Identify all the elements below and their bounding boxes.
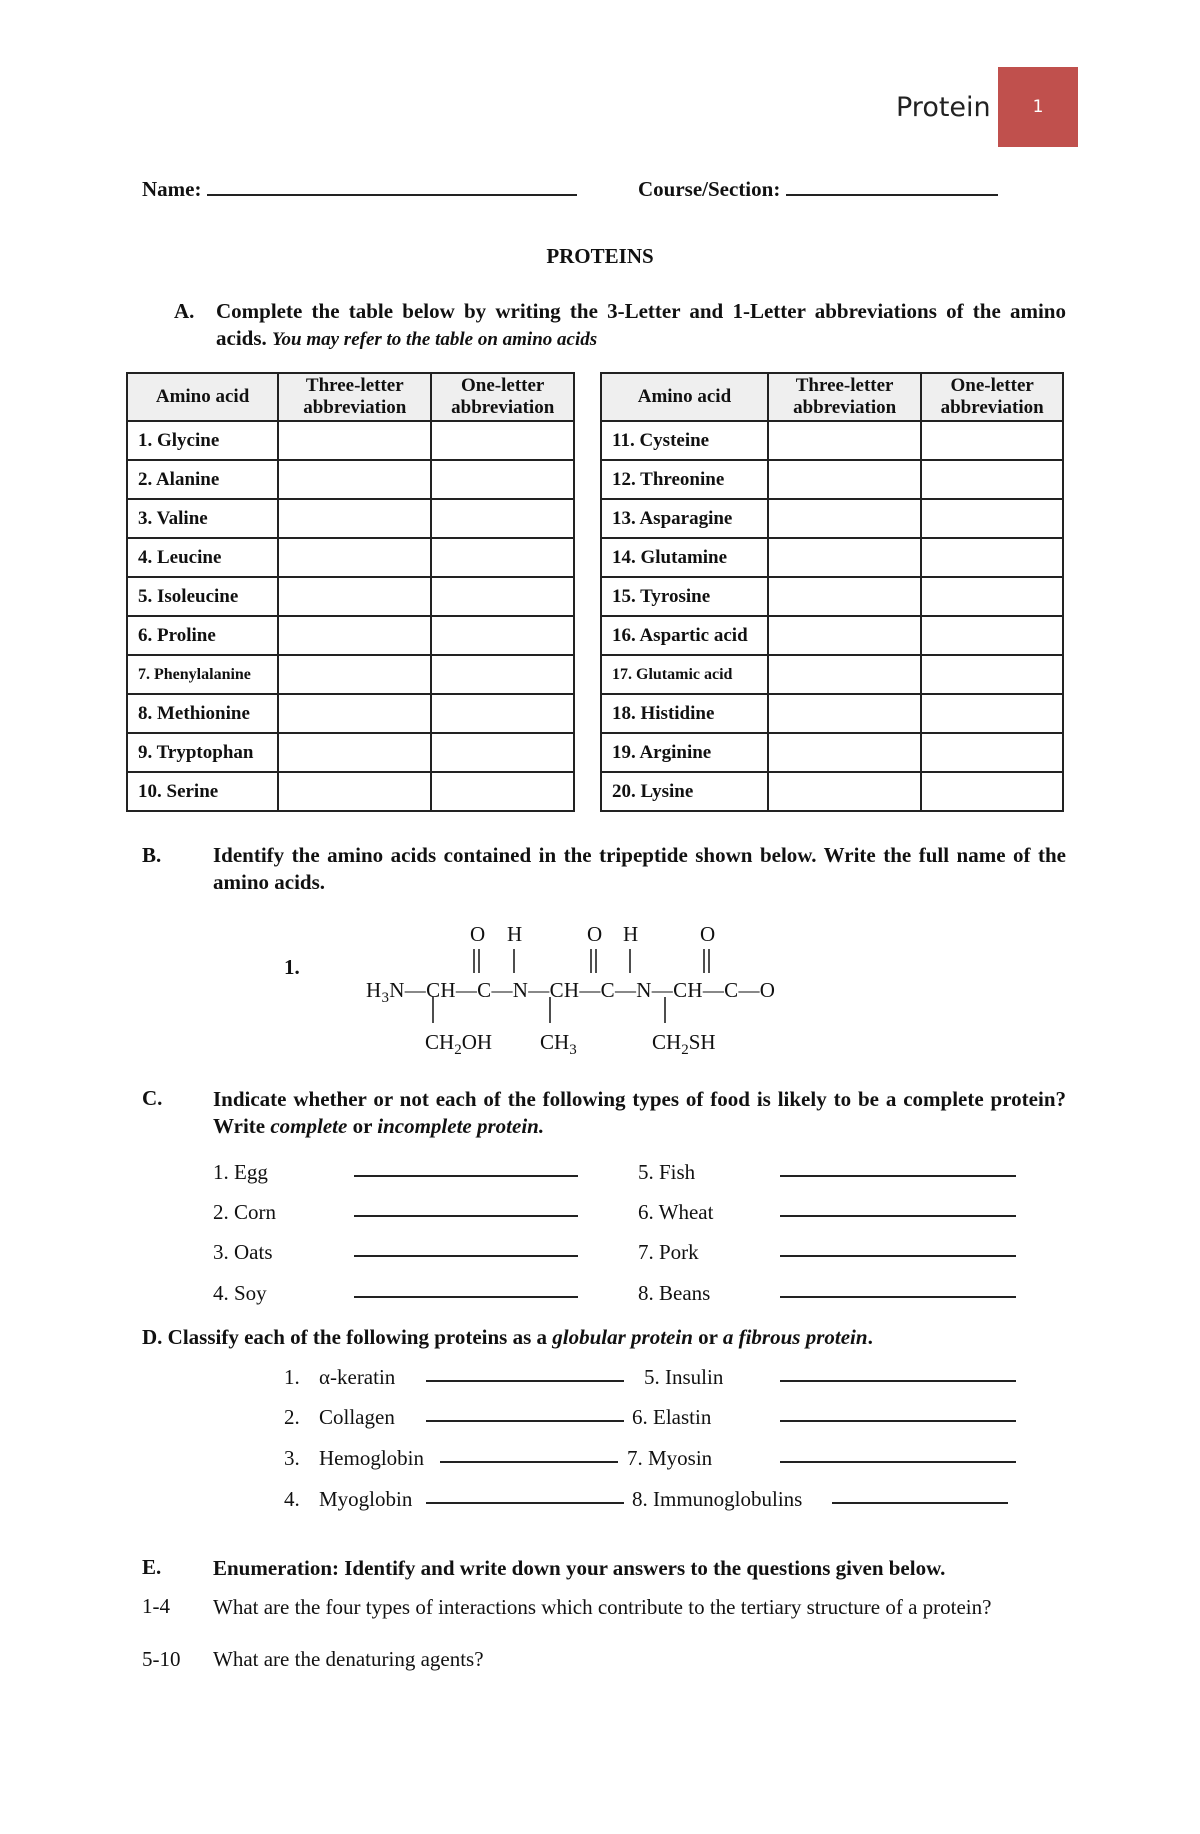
table-row: [127, 733, 574, 772]
table-row: [601, 655, 1063, 694]
table-row: [601, 499, 1063, 538]
section-d-instruction-bold: D. Classify each of the following proteins as a: [142, 1325, 548, 1349]
table-row: [601, 577, 1063, 616]
answer-blank[interactable]: [354, 1255, 578, 1257]
three-letter-cell[interactable]: [768, 577, 921, 616]
side-chain-1: $CH_2OH$: [425, 1030, 493, 1059]
complete-word: complete: [270, 1114, 348, 1138]
course-row: [638, 176, 998, 202]
answer-blank[interactable]: [780, 1461, 1016, 1463]
one-letter-cell[interactable]: [431, 460, 574, 499]
amino-acid-name: 1. Glycine: [127, 421, 278, 460]
one-letter-cell[interactable]: [431, 499, 574, 538]
or-word: or: [352, 1114, 373, 1138]
table-row: [127, 577, 574, 616]
section-e-instruction: Enumeration: Identify and write down your answers to the questions given below.: [213, 1556, 946, 1580]
side-chain-2: $CH_3$: [540, 1030, 577, 1059]
amino-table-right: [600, 372, 1064, 812]
or-word: or: [698, 1325, 718, 1349]
protein-item: Myoglobin: [319, 1487, 413, 1511]
amino-acid-name: 18. Histidine: [601, 694, 768, 733]
amino-acid-name: 8. Methionine: [127, 694, 278, 733]
protein-item: 6. Elastin: [632, 1405, 712, 1429]
question-number: 5-10: [142, 1647, 181, 1671]
header-amino-acid: Amino acid: [127, 373, 278, 421]
name-field[interactable]: [207, 176, 577, 196]
amino-table-left: [126, 372, 575, 812]
tripeptide-backbone: $H_3N—CH—C—N—CH—C—N—CH—C—O$: [366, 978, 776, 1007]
food-item: 3. Oats: [213, 1240, 273, 1264]
atom-o-2: O: [587, 922, 603, 946]
table-row: [601, 616, 1063, 655]
amino-acid-name: 12. Threonine: [601, 460, 768, 499]
three-letter-cell[interactable]: [768, 655, 921, 694]
amino-acid-name: 11. Cysteine: [601, 421, 768, 460]
three-letter-cell[interactable]: [768, 460, 921, 499]
answer-blank[interactable]: [832, 1502, 1008, 1504]
three-letter-cell[interactable]: [278, 538, 431, 577]
one-letter-cell[interactable]: [431, 616, 574, 655]
question-number: 1-4: [142, 1594, 170, 1618]
one-letter-cell[interactable]: [921, 460, 1063, 499]
one-letter-cell[interactable]: [431, 421, 574, 460]
table-row: [127, 538, 574, 577]
table-header-row: [601, 373, 1063, 421]
food-item: 6. Wheat: [638, 1200, 714, 1224]
atom-o-3: O: [700, 922, 716, 946]
header-amino-acid: Amino acid: [601, 373, 768, 421]
atom-o-1: O: [470, 922, 486, 946]
table-row: [127, 421, 574, 460]
one-letter-cell[interactable]: [921, 772, 1063, 811]
three-letter-cell[interactable]: [278, 460, 431, 499]
answer-blank[interactable]: [780, 1175, 1016, 1177]
one-letter-cell[interactable]: [921, 538, 1063, 577]
amino-acid-name: 6. Proline: [127, 616, 278, 655]
table-row: [127, 616, 574, 655]
answer-blank[interactable]: [780, 1420, 1016, 1422]
header-one-letter: One-letter abbreviation: [431, 373, 574, 421]
three-letter-cell[interactable]: [768, 421, 921, 460]
table-row: [127, 655, 574, 694]
food-item: 5. Fish: [638, 1160, 696, 1184]
protein-item: Collagen: [319, 1405, 395, 1429]
protein-item: 5. Insulin: [644, 1365, 724, 1389]
globular-word: globular protein: [552, 1325, 693, 1349]
answer-blank[interactable]: [780, 1215, 1016, 1217]
one-letter-cell[interactable]: [921, 616, 1063, 655]
one-letter-cell[interactable]: [921, 421, 1063, 460]
one-letter-cell[interactable]: [921, 577, 1063, 616]
three-letter-cell[interactable]: [768, 616, 921, 655]
one-letter-cell[interactable]: [921, 733, 1063, 772]
table-row: [127, 499, 574, 538]
food-item: 4. Soy: [213, 1281, 267, 1305]
amino-acid-name: 17. Glutamic acid: [601, 655, 768, 694]
table-row: [127, 460, 574, 499]
section-c-letter: C.: [142, 1086, 163, 1110]
answer-blank[interactable]: [426, 1420, 624, 1422]
protein-item: 8. Immunoglobulins: [632, 1487, 803, 1511]
atom-h-1: H: [507, 922, 523, 946]
three-letter-cell[interactable]: [278, 616, 431, 655]
amino-acid-name: 15. Tyrosine: [601, 577, 768, 616]
section-e-letter: E.: [142, 1555, 162, 1579]
three-letter-cell[interactable]: [278, 772, 431, 811]
amino-acid-name: 14. Glutamine: [601, 538, 768, 577]
three-letter-cell[interactable]: [768, 733, 921, 772]
header-one-letter: One-letter abbreviation: [921, 373, 1063, 421]
table-row: [601, 733, 1063, 772]
section-a-letter: A.: [174, 299, 195, 323]
amino-acid-name: 20. Lysine: [601, 772, 768, 811]
doc-title: PROTEINS: [546, 244, 654, 268]
three-letter-cell[interactable]: [278, 577, 431, 616]
section-a-instruction: [216, 298, 1066, 353]
one-letter-cell[interactable]: [921, 499, 1063, 538]
section-b-letter: B.: [142, 843, 162, 867]
one-letter-cell[interactable]: [431, 538, 574, 577]
three-letter-cell[interactable]: [768, 694, 921, 733]
three-letter-cell[interactable]: [278, 655, 431, 694]
food-item: 7. Pork: [638, 1240, 699, 1264]
amino-acid-name: 4. Leucine: [127, 538, 278, 577]
protein-item-number: 3.: [284, 1446, 300, 1470]
answer-blank[interactable]: [354, 1215, 578, 1217]
three-letter-cell[interactable]: [278, 733, 431, 772]
fibrous-word: a fibrous protein: [722, 1325, 868, 1349]
name-row: [142, 176, 577, 202]
protein-item-number: 1.: [284, 1365, 300, 1389]
amino-acid-name: 3. Valine: [127, 499, 278, 538]
table-row: [601, 694, 1063, 733]
header-title: Protein: [896, 92, 991, 123]
tripeptide-item-number: 1.: [284, 955, 300, 979]
table-row: [601, 421, 1063, 460]
answer-blank[interactable]: [354, 1175, 578, 1177]
question-text: What are the four types of interactions which contribute to the tertiary structure of a protein?: [213, 1595, 992, 1619]
course-label: Course/Section:: [638, 177, 781, 201]
section-d-instruction: D. Classify each of the following proteins as a globular protein or a fibrous protein.: [142, 1325, 873, 1349]
answer-blank[interactable]: [426, 1502, 624, 1504]
one-letter-cell[interactable]: [431, 577, 574, 616]
side-chain-3: $CH_2SH$: [652, 1030, 716, 1059]
header-three-letter: Three-letter abbreviation: [768, 373, 921, 421]
one-letter-cell[interactable]: [431, 733, 574, 772]
section-a-instruction-bold: Complete the table below by writing the 3-Letter and 1-Letter abbreviations of the amino acids.: [216, 299, 1066, 350]
table-row: [127, 694, 574, 733]
section-c-instruction-bold: Indicate whether or not each of the following types of food is likely to be a complete protein? Write: [213, 1087, 1066, 1138]
amino-acid-name: 7. Phenylalanine: [127, 655, 278, 694]
three-letter-cell[interactable]: [768, 538, 921, 577]
table-row: [601, 772, 1063, 811]
protein-item: Hemoglobin: [319, 1446, 424, 1470]
one-letter-cell[interactable]: [431, 694, 574, 733]
one-letter-cell[interactable]: [431, 655, 574, 694]
atom-h-2: H: [623, 922, 639, 946]
protein-item-number: 2.: [284, 1405, 300, 1429]
three-letter-cell[interactable]: [768, 772, 921, 811]
table-row: [601, 538, 1063, 577]
answer-blank[interactable]: [440, 1461, 618, 1463]
three-letter-cell[interactable]: [278, 421, 431, 460]
amino-acid-name: 13. Asparagine: [601, 499, 768, 538]
answer-blank[interactable]: [780, 1380, 1016, 1382]
protein-item: α-keratin: [319, 1365, 396, 1389]
section-a-instruction-italic: You may refer to the table on amino acids: [272, 329, 598, 350]
protein-item: 7. Myosin: [627, 1446, 713, 1470]
table-header-row: [127, 373, 574, 421]
page-number-badge: 1: [998, 67, 1078, 147]
answer-blank[interactable]: [354, 1296, 578, 1298]
table-row: [127, 772, 574, 811]
table-row: [601, 460, 1063, 499]
name-label: Name:: [142, 177, 202, 201]
three-letter-cell[interactable]: [278, 499, 431, 538]
amino-acid-name: 5. Isoleucine: [127, 577, 278, 616]
one-letter-cell[interactable]: [431, 772, 574, 811]
three-letter-cell[interactable]: [278, 694, 431, 733]
food-item: 8. Beans: [638, 1281, 711, 1305]
question-text: What are the denaturing agents?: [213, 1647, 484, 1671]
food-item: 2. Corn: [213, 1200, 276, 1224]
answer-blank[interactable]: [780, 1296, 1016, 1298]
food-item: 1. Egg: [213, 1160, 268, 1184]
amino-acid-name: 2. Alanine: [127, 460, 278, 499]
one-letter-cell[interactable]: [921, 655, 1063, 694]
answer-blank[interactable]: [426, 1380, 624, 1382]
section-b-instruction: Identify the amino acids contained in the tripeptide shown below. Write the full name of the amino acids.: [213, 843, 1066, 894]
header-three-letter: Three-letter abbreviation: [278, 373, 431, 421]
three-letter-cell[interactable]: [768, 499, 921, 538]
amino-acid-name: 9. Tryptophan: [127, 733, 278, 772]
answer-blank[interactable]: [780, 1255, 1016, 1257]
amino-acid-name: 16. Aspartic acid: [601, 616, 768, 655]
section-c-instruction: [213, 1086, 1066, 1140]
protein-item-number: 4.: [284, 1487, 300, 1511]
incomplete-word: incomplete protein.: [377, 1114, 545, 1138]
amino-acid-name: 10. Serine: [127, 772, 278, 811]
one-letter-cell[interactable]: [921, 694, 1063, 733]
amino-acid-name: 19. Arginine: [601, 733, 768, 772]
course-field[interactable]: [786, 176, 998, 196]
